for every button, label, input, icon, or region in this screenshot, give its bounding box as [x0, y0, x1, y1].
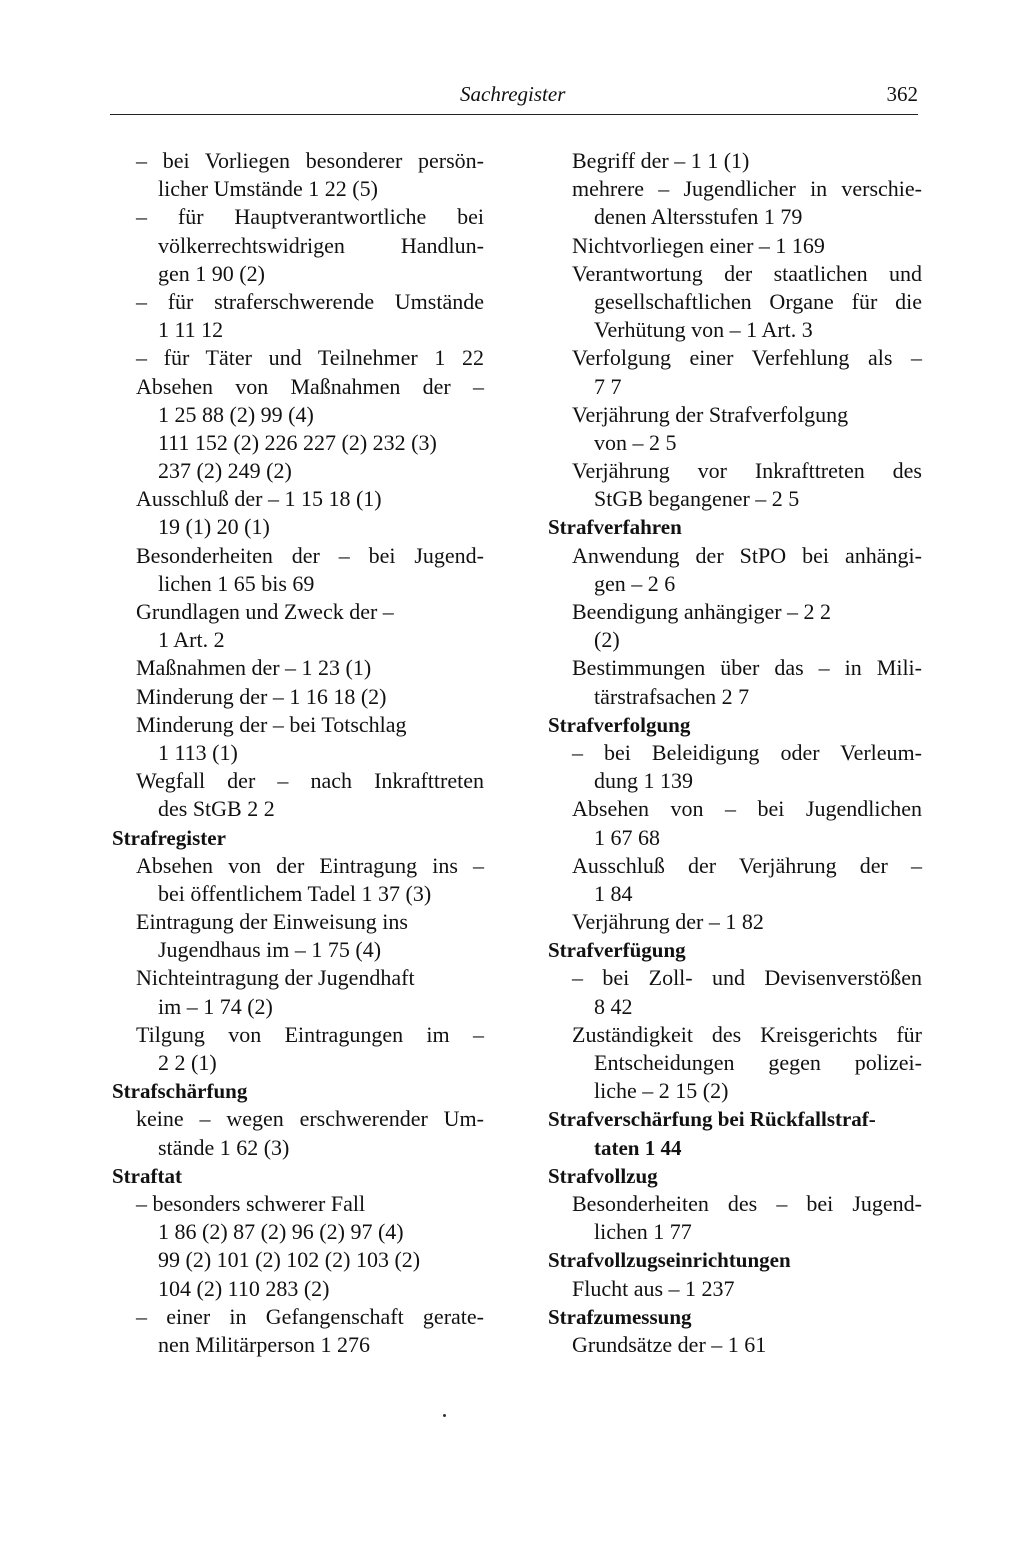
index-line: Grundsätze der – 1 61	[572, 1331, 767, 1357]
index-line: 1 Art. 2	[158, 627, 225, 653]
index-line: Begriff der – 1 1 (1)	[572, 148, 750, 173]
running-head: Sachregister	[460, 82, 566, 106]
index-line: 1 84	[594, 880, 633, 906]
index-column-left	[112, 147, 484, 1359]
index-line: Verjährung der Strafverfolgung	[572, 401, 849, 427]
index-line: – besonders schwerer Fall	[136, 1190, 366, 1216]
index-line: lichen 1 77	[594, 1219, 692, 1245]
index-line: nen Militärperson 1 276	[158, 1331, 371, 1357]
index-heading: Strafregister	[112, 825, 226, 850]
index-line: gesellschaftlichen Organe für die	[594, 288, 922, 314]
index-line: keine – wegen erschwerender Um-	[136, 1106, 484, 1132]
index-line: Besonderheiten des – bei Jugend-	[572, 1190, 922, 1216]
index-line: Ausschluß der Verjährung der –	[572, 852, 922, 878]
index-line: gen – 2 6	[594, 570, 676, 596]
index-line: bei öffentlichem Tadel 1 37 (3)	[158, 880, 432, 906]
index-line: 7 7	[594, 373, 622, 399]
ink-speck	[443, 1414, 446, 1417]
header-rule	[110, 114, 918, 115]
index-line: des StGB 2 2	[158, 796, 275, 822]
index-line: lichen 1 65 bis 69	[158, 570, 315, 596]
index-line: Absehen von der Eintragung ins –	[136, 852, 484, 878]
index-line: 104 (2) 110 283 (2)	[158, 1275, 330, 1301]
index-line: stände 1 62 (3)	[158, 1134, 290, 1160]
index-line: Grundlagen und Zweck der –	[136, 599, 394, 624]
index-line: Tilgung von Eintragungen im –	[136, 1021, 484, 1047]
index-line: 1 67 68	[594, 824, 660, 850]
index-line: 8 42	[594, 993, 633, 1019]
index-heading: Straftat	[112, 1163, 182, 1188]
index-line: 2 2 (1)	[158, 1050, 217, 1075]
index-line: dung 1 139	[594, 768, 693, 794]
index-line: denen Altersstufen 1 79	[594, 204, 803, 230]
index-heading: Strafschärfung	[112, 1079, 248, 1104]
index-line: liche – 2 15 (2)	[594, 1078, 729, 1104]
page-header	[110, 80, 918, 116]
index-line: Bestimmungen über das – in Mili-	[572, 655, 922, 681]
index-line: Flucht aus – 1 237	[572, 1275, 735, 1301]
index-heading: Strafvollzug	[548, 1163, 658, 1188]
index-line: 1 86 (2) 87 (2) 96 (2) 97 (4)	[158, 1219, 404, 1245]
index-line: 19 (1) 20 (1)	[158, 514, 270, 540]
index-line: Beendigung anhängiger – 2 2	[572, 599, 832, 624]
index-line: 111 152 (2) 226 227 (2) 232 (3)	[158, 429, 437, 455]
index-line: – bei Vorliegen besonderer persön-	[136, 148, 484, 173]
index-line: Verhütung von – 1 Art. 3	[594, 317, 813, 343]
index-heading: Strafverfahren	[548, 515, 682, 540]
index-line: Ausschluß der – 1 15 18 (1)	[136, 486, 382, 512]
index-line: Besonderheiten der – bei Jugend-	[136, 542, 484, 568]
index-line: 1 113 (1)	[158, 739, 238, 765]
index-line: – für Täter und Teilnehmer 1 22	[136, 345, 484, 371]
index-line: Verjährung vor Inkrafttreten des	[572, 458, 922, 484]
index-line: Verantwortung der staatlichen und	[572, 260, 922, 286]
index-line: völkerrechtswidrigen Handlun-	[158, 232, 484, 258]
index-line: Verjährung der – 1 82	[572, 909, 764, 935]
index-line: Nichteintragung der Jugendhaft	[136, 965, 415, 991]
index-line: Nichtvorliegen einer – 1 169	[572, 232, 825, 258]
index-line: 1 25 88 (2) 99 (4)	[158, 401, 314, 427]
index-line: Jugendhaus im – 1 75 (4)	[158, 937, 382, 963]
index-line: 99 (2) 101 (2) 102 (2) 103 (2)	[158, 1247, 421, 1273]
index-line: – bei Beleidigung oder Verleum-	[572, 739, 922, 765]
index-line: im – 1 74 (2)	[158, 993, 273, 1019]
index-line: Eintragung der Einweisung ins	[136, 909, 408, 935]
index-heading: Strafvollzugseinrichtungen	[548, 1248, 791, 1273]
index-line: Absehen von – bei Jugendlichen	[572, 796, 922, 822]
index-line: von – 2 5	[594, 429, 677, 455]
index-line: mehrere – Jugendlicher in verschie-	[572, 176, 922, 202]
index-line: licher Umstände 1 22 (5)	[158, 176, 378, 202]
index-line: 1 11 12	[158, 317, 224, 343]
index-column-right	[548, 147, 922, 1359]
index-line: Minderung der – bei Totschlag	[136, 711, 407, 737]
index-line: Zuständigkeit des Kreisgerichts für	[572, 1021, 922, 1047]
index-line: – bei Zoll- und Devisenverstößen	[572, 965, 922, 991]
index-line: – für Hauptverantwortliche bei	[136, 204, 484, 230]
index-line: Anwendung der StPO bei anhängi-	[572, 542, 922, 568]
index-line: Verfolgung einer Verfehlung als –	[572, 345, 922, 371]
index-line: Minderung der – 1 16 18 (2)	[136, 683, 387, 709]
index-line: tärstrafsachen 2 7	[594, 683, 750, 709]
index-line: (2)	[594, 627, 620, 653]
index-heading: Strafverschärfung bei Rückfallstraf-	[548, 1107, 876, 1132]
page-number: 362	[886, 82, 918, 106]
index-line: StGB begangener – 2 5	[594, 486, 800, 512]
index-heading: Strafverfolgung	[548, 712, 691, 737]
index-line: gen 1 90 (2)	[158, 260, 265, 286]
index-heading: Strafzumessung	[548, 1304, 692, 1329]
index-line: Wegfall der – nach Inkrafttreten	[136, 768, 484, 794]
index-line: – für straferschwerende Umstände	[136, 288, 484, 314]
index-line: 237 (2) 249 (2)	[158, 458, 292, 484]
index-line: – einer in Gefangenschaft gerate-	[136, 1303, 484, 1329]
index-line: Entscheidungen gegen polizei-	[594, 1050, 922, 1075]
index-line: taten 1 44	[594, 1135, 682, 1160]
index-line: Maßnahmen der – 1 23 (1)	[136, 655, 372, 681]
index-line: Absehen von Maßnahmen der –	[136, 373, 484, 399]
index-heading: Strafverfügung	[548, 938, 686, 963]
